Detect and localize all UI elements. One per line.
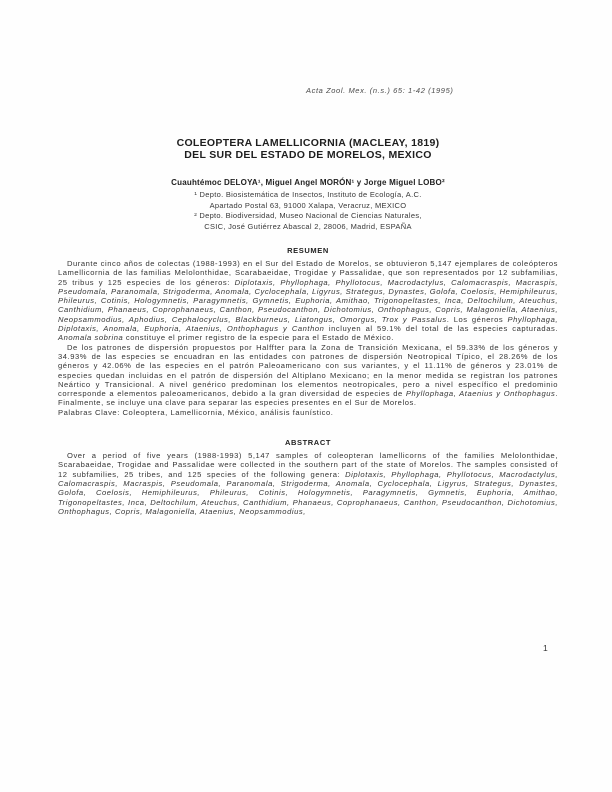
resumen-p2-genera: Phyllophaga, Ataenius y Onthophagus	[405, 389, 556, 399]
abstract-genera: Diplotaxis, Phyllophaga, Phyllotocus, Macrodactylus, Calomacraspis, Macraspis, Pseudomala, Paranomala, Strigoderma, Anomala, Cyclocephala, Ligyrus, Strategus, Dynastes, Golofa, Coelosis, Hemiphileurus, Phileurus, Cotinis, Hologymnetis, Paragymnetis, Gymnetis, Euphoria, Amithao, Trigonopeltastes, Inca, Deltochilum, Ateuchus, Canthidium, Phanaeus, Coprophanaeus, Canthon, Pseudocanthon, Dichotomius, Onthophagus, Copris, Malagoniella, Ataenius, Neopsammodius,	[58, 469, 558, 516]
affiliation-line-3: ² Depto. Biodiversidad, Museo Nacional de Ciencias Naturales,	[194, 211, 422, 220]
resumen-p2-a: De los patrones de dispersión propuestos por Halffter para la Zona de Transición Mexicana, el 59.33% de los géneros y 34.93% de las especies se encuadran en las entidades con patrones de dispersión Neotropical Típico, el 28.26% de los géneros y 42.06% de las especies en el patrón Paleoamericano con sus variantes, y el 11.11% de géneros y 23.01% de especies quedan incluidas en el patrón de dispersión del Altiplano Mexicano; en la menor medida se registran los patrones Neártico y Transicional. A nivel genérico predominan los elementos neotropicales, pero a nivel específico el predominio corresponde a elementos paleoamericanos, debido a la gran diversidad de especies de	[58, 342, 558, 399]
resumen-p1-genera: Diplotaxis, Phyllophaga, Phyllotocus, Macrodactylus, Calomacraspis, Macraspis, Pseudomala, Paranomala, Strigoderma, Anomala, Cyclocephala, Ligyrus, Strategus, Dynastes, Golofa, Coelosis, Hemiphileurus, Phileurus, Cotinis, Hologymnetis, Paragymnetis, Gymnetis, Euphoria, Amithao, Trigonopeltastes, Inca, Deltochilum, Ateuchus, Canthidium, Phanaeus, Coprophanaeus, Canthon, Pseudocanthon, Dichotomius, Onthophagus, Copris, Malagoniella, Ataenius, Neopsammodius, Aphodius, Cephalocyclus, Blackburneus, Liatongus, Omorgus, Trox y Passalus	[58, 277, 558, 324]
resumen-heading: RESUMEN	[287, 246, 329, 255]
affiliation-line-2: Apartado Postal 63, 91000 Xalapa, Veracruz, MEXICO	[209, 200, 407, 210]
abstract-intro: Over a period of five years (1988-1993) 5,147 samples of coleopteran lamellicorns of the families Melolonthidae, Scarabaeidae, Trogidae and Passalidae were collected in the southern part of the state of Morelos. The samples consisted of 12 subfamilies, 25 tribes, and 125 species of the following genera:	[58, 451, 558, 479]
resumen-p1-genera2: Phyllophaga, Diplotaxis, Anomala, Euphoria, Ataenius, Onthophagus y Canthon	[58, 314, 559, 334]
page-content	[58, 86, 558, 516]
keywords-line	[58, 408, 558, 417]
resumen-p1-intro: Durante cinco años de colectas (1988-1993) en el Sur del Estado de Morelos, se obtuvieron 5,147 ejemplares de coleópteros Lamellicornia de las familias Melolonthidae, Scarabaeidae, Trogidae y Passalidae, que son representados por 12 subfamilias, 25 tribus y 125 especies de los géneros:	[58, 259, 558, 287]
resumen-paragraph-1	[58, 259, 558, 343]
article-title-line1: COLEOPTERA LAMELLICORNIA (MACLEAY, 1819)	[176, 137, 440, 149]
journal-citation: Acta Zool. Mex. (n.s.) 65: 1-42 (1995)	[306, 86, 454, 95]
resumen-paragraph-2	[58, 343, 558, 408]
resumen-p2-b: . Finalmente, se incluye una clave para separar las especies presentes en el Sur de Morelos.	[58, 389, 559, 408]
article-title-line2: DEL SUR DEL ESTADO DE MORELOS, MEXICO	[184, 149, 432, 161]
keywords-label: Palabras Clave:	[58, 407, 120, 417]
authors-line: Cuauhtémoc DELOYA¹, Miguel Angel MORÓN¹ y Jorge Miguel LOBO²	[171, 178, 445, 187]
resumen-p1-rest-c: constituye el primer registro de la especie para el Estado de México.	[123, 333, 394, 343]
resumen-p1-rest-b: incluyen al 59.1% del total de las especies capturadas.	[324, 324, 558, 334]
article-title	[58, 137, 558, 161]
page-number: 1	[543, 643, 548, 653]
abstract-paragraph	[58, 451, 558, 516]
affiliation-line-1: ¹ Depto. Biosistemática de Insectos, Instituto de Ecología, A.C.	[194, 190, 422, 199]
keywords-text: Coleoptera, Lamellicornia, México, análisis faunístico.	[119, 407, 334, 417]
affiliations-block	[58, 190, 558, 232]
abstract-heading: ABSTRACT	[284, 438, 332, 448]
resumen-p1-rest-a: . Los géneros	[446, 314, 508, 324]
resumen-p1-genera3: Anomala sobrina	[58, 333, 124, 343]
affiliation-line-4: CSIC, José Gutiérrez Abascal 2, 28006, Madrid, ESPAÑA	[204, 221, 412, 231]
